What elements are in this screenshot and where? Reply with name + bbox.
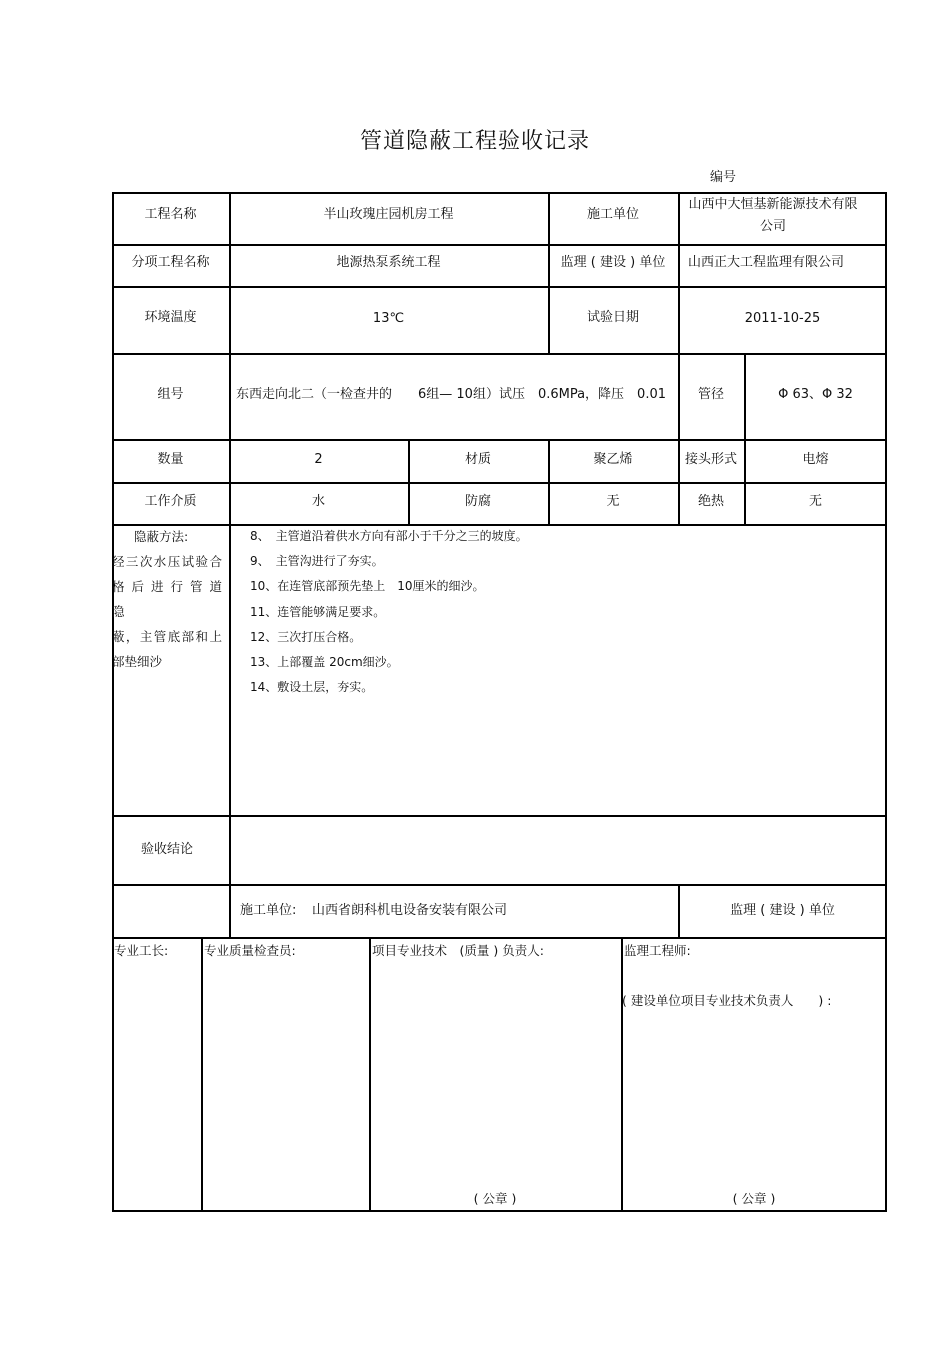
insulation-value: 无	[808, 494, 822, 509]
method-description-line: 格 后 进 行 管 道 隐	[112, 579, 222, 619]
group-label: 组号	[157, 387, 184, 402]
supervisor-value: 山西正大工程监理有限公司	[688, 255, 845, 270]
material-label: 材质	[464, 452, 491, 467]
column-divider	[369, 937, 371, 1212]
page-title: 管道隐蔽工程验收记录	[359, 129, 590, 154]
list-item: 8、 主管道沿着供水方向有部小于千分之三的坡度。	[250, 529, 528, 543]
seal-right: ( 公章 )	[732, 1191, 776, 1206]
signature-supervisor-label: 监理 ( 建设 ) 单位	[730, 903, 835, 918]
supervising-engineer-label: 监理工程师:	[624, 943, 691, 958]
diameter-value: Φ 63、Φ 32	[778, 387, 853, 402]
record-table	[112, 192, 887, 1212]
table-border	[112, 192, 114, 1212]
material-value: 聚乙烯	[593, 452, 633, 467]
column-divider	[201, 937, 203, 1212]
sub-project-value: 地源热泵系统工程	[336, 255, 441, 270]
medium-label: 工作介质	[144, 494, 197, 509]
supervisor-label: 监理 ( 建设 ) 单位	[560, 255, 666, 270]
contractor-label: 施工单位	[586, 207, 639, 222]
table-border	[885, 192, 887, 1212]
list-item: 10、在连管底部预先垫上 10厘米的细沙。	[250, 579, 485, 594]
contractor-value: 山西中大恒基新能源技术有限公司	[688, 197, 858, 234]
project-name-label: 工程名称	[144, 207, 197, 222]
list-item: 13、上部覆盖 20cm细沙。	[250, 655, 399, 670]
quality-inspector-label: 专业质量检查员:	[204, 943, 296, 958]
method-description-line: 经三次水压试验合	[112, 554, 222, 569]
quantity-label: 数量	[157, 452, 184, 467]
quantity-value: 2	[314, 452, 323, 467]
list-item: 11、连管能够满足要求。	[250, 604, 386, 619]
list-item: 9、 主管沟进行了夯实。	[250, 554, 384, 569]
sub-project-label: 分项工程名称	[131, 255, 210, 270]
tech-lead-label: 项目专业技术 (质量 ) 负责人:	[372, 943, 544, 958]
signature-contractor-label: 施工单位:	[240, 903, 297, 918]
diameter-label: 管径	[697, 387, 724, 402]
column-divider	[678, 192, 680, 524]
column-divider	[229, 192, 231, 937]
list-item: 14、敷设土层，夯实。	[250, 680, 374, 695]
test-date-value: 2011-10-25	[744, 311, 821, 326]
method-steps	[250, 524, 528, 700]
anticorrosion-label: 防腐	[464, 494, 491, 509]
signature-contractor-value: 山西省朗科机电设备安装有限公司	[312, 903, 508, 918]
supervising-engineer-note: ( 建设单位项目专业技术负责人 ) :	[622, 993, 832, 1008]
temperature-value: 13℃	[372, 311, 405, 326]
temperature-label: 环境温度	[144, 310, 197, 325]
project-name-value: 半山玫瑰庄园机房工程	[323, 207, 454, 222]
medium-value: 水	[311, 494, 325, 509]
foreman-label: 专业工长:	[114, 943, 169, 958]
joint-type-label: 接头形式	[684, 452, 737, 467]
serial-number-label: 编号	[710, 170, 737, 185]
joint-type-value: 电熔	[802, 452, 829, 467]
column-divider	[621, 937, 623, 1212]
test-date-label: 试验日期	[586, 310, 639, 325]
anticorrosion-value: 无	[606, 494, 620, 509]
method-description-line: 部垫细沙	[112, 654, 163, 669]
seal-left: ( 公章 )	[473, 1191, 517, 1206]
conclusion-label: 验收结论	[140, 842, 193, 857]
group-value: 东西走向北二（一检查井的 6组— 10组）试压 0.6MPa，降压 0.01	[236, 387, 667, 402]
list-item: 12、三次打压合格。	[250, 629, 362, 644]
insulation-label: 绝热	[697, 494, 724, 509]
concealment-method	[112, 524, 222, 674]
method-label: 隐蔽方法:	[134, 529, 189, 544]
method-description-line: 蔽，主管底部和上	[112, 629, 222, 644]
